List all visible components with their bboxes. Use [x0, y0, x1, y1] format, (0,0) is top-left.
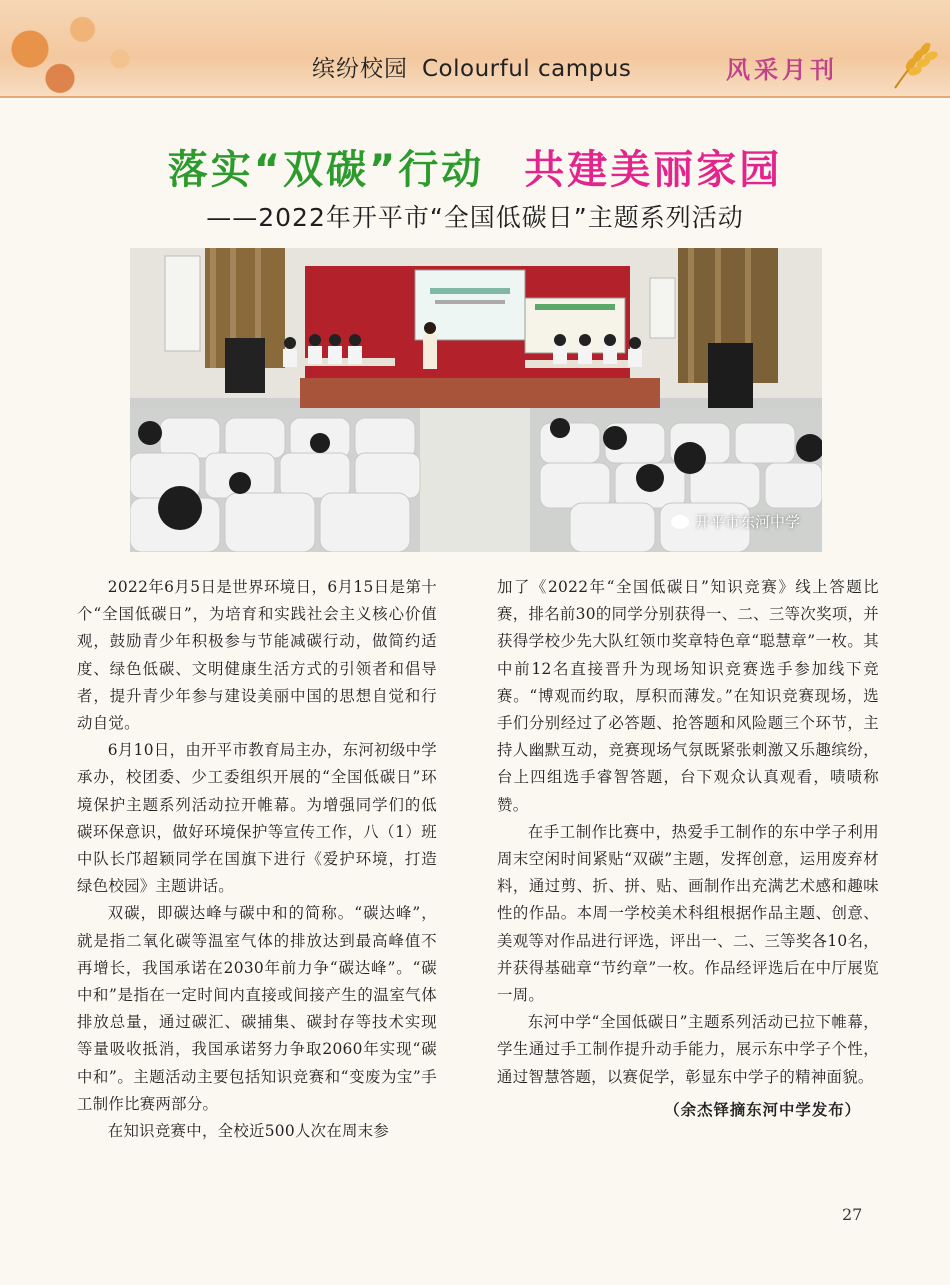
section-label: [312, 50, 631, 83]
article-title: [0, 138, 950, 195]
title-part2: 共建美丽家园: [524, 147, 783, 193]
paragraph: 双碳，即碳达峰与碳中和的简称。“碳达峰”，就是指二氧化碳等温室气体的排放达到最高峰值不再增长，我国承诺在2030年前力争“碳达峰”。“碳中和”是指在一定时间内直接或间接产生的温室气体排放总量，通过碳汇、碳捕集、碳封存等技术实现等量吸收抵消，我国承诺努力争取2060年实现“碳中和”。主题活动主要包括知识竞赛和“变废为宝”手工制作比赛两部分。: [77, 904, 437, 1113]
event-photo: [130, 248, 822, 552]
paragraph: 在知识竞赛中，全校近500人次在周末参: [107, 1122, 390, 1141]
article-subtitle: ——2022年开平市“全国低碳日”主题系列活动: [206, 203, 744, 232]
page-number: 27: [842, 1205, 863, 1224]
watermark-text: 开平市东河中学: [694, 513, 800, 531]
photo-watermark: [671, 511, 800, 532]
section-label-en: Colourful campus: [422, 56, 632, 82]
magazine-name: 风采月刊: [726, 56, 838, 84]
paragraph: 6月10日，由开平市教育局主办，东河初级中学承办，校团委、少工委组织开展的“全国低碳日”环境保护主题系列活动拉开帷幕。为增强同学们的低碳环保意识，做好环境保护等宣传工作，八（1）班中队长邝超颖同学在国旗下进行《爱护环境，打造绿色校园》主题讲话。: [77, 741, 437, 896]
author-signature: （余杰铎摘东河中学发布）: [664, 1100, 861, 1119]
wheat-icon: [885, 36, 940, 91]
paragraph: 东河中学“全国低碳日”主题系列活动已拉下帷幕，学生通过手工制作提升动手能力，展示东中学子个性，通过智慧答题，以赛促学，彰显东中学子的精神面貌。: [497, 1013, 879, 1086]
title-part1: 落实“双碳”行动: [167, 147, 485, 193]
article-column-right: [497, 574, 879, 1124]
wechat-icon: [671, 515, 689, 529]
autumn-leaves-decoration: [0, 0, 150, 98]
paragraph: 2022年6月5日是世界环境日，6月15日是第十个“全国低碳日”，为培育和实践社会主义核心价值观，鼓励青少年积极参与节能减碳行动，做简约适度、绿色低碳、文明健康生活方式的引领者和倡导者，提升青少年参与建设美丽中国的思想自觉和行动自觉。: [77, 578, 437, 733]
paragraph: 在手工制作比赛中，热爱手工制作的东中学子利用周末空闲时间紧贴“双碳”主题，发挥创意，运用废弃材料，通过剪、折、拼、贴、画制作出充满艺术感和趣味性的作品。本周一学校美术科组根据作品主题、创意、美观等对作品进行评选，评出一、二、三等奖各10名，并获得基础章“节约章”一枚。作品经评选后在中厅展览一周。: [497, 822, 879, 1005]
article-column-left: [77, 574, 437, 1145]
page-header: [0, 0, 950, 98]
paragraph-continued: 加了《2022年“全国低碳日”知识竞赛》线上答题比赛，排名前30的同学分别获得一、二、三等次奖项，并获得学校少先大队红领巾奖章特色章“聪慧章”一枚。其中前12名直接晋升为现场知识竞赛选手参加线下竞赛。“博观而约取，厚积而薄发。”在知识竞赛现场，选手们分别经过了必答题、抢答题和风险题三个环节，主持人幽默互动，竞赛现场气氛既紧张刺激又乐趣缤纷，台上四组选手睿智答题，台下观众认真观看，啧啧称赞。: [497, 578, 879, 814]
photo-illustration: [130, 248, 822, 552]
section-label-cn: 缤纷校园: [312, 56, 408, 82]
